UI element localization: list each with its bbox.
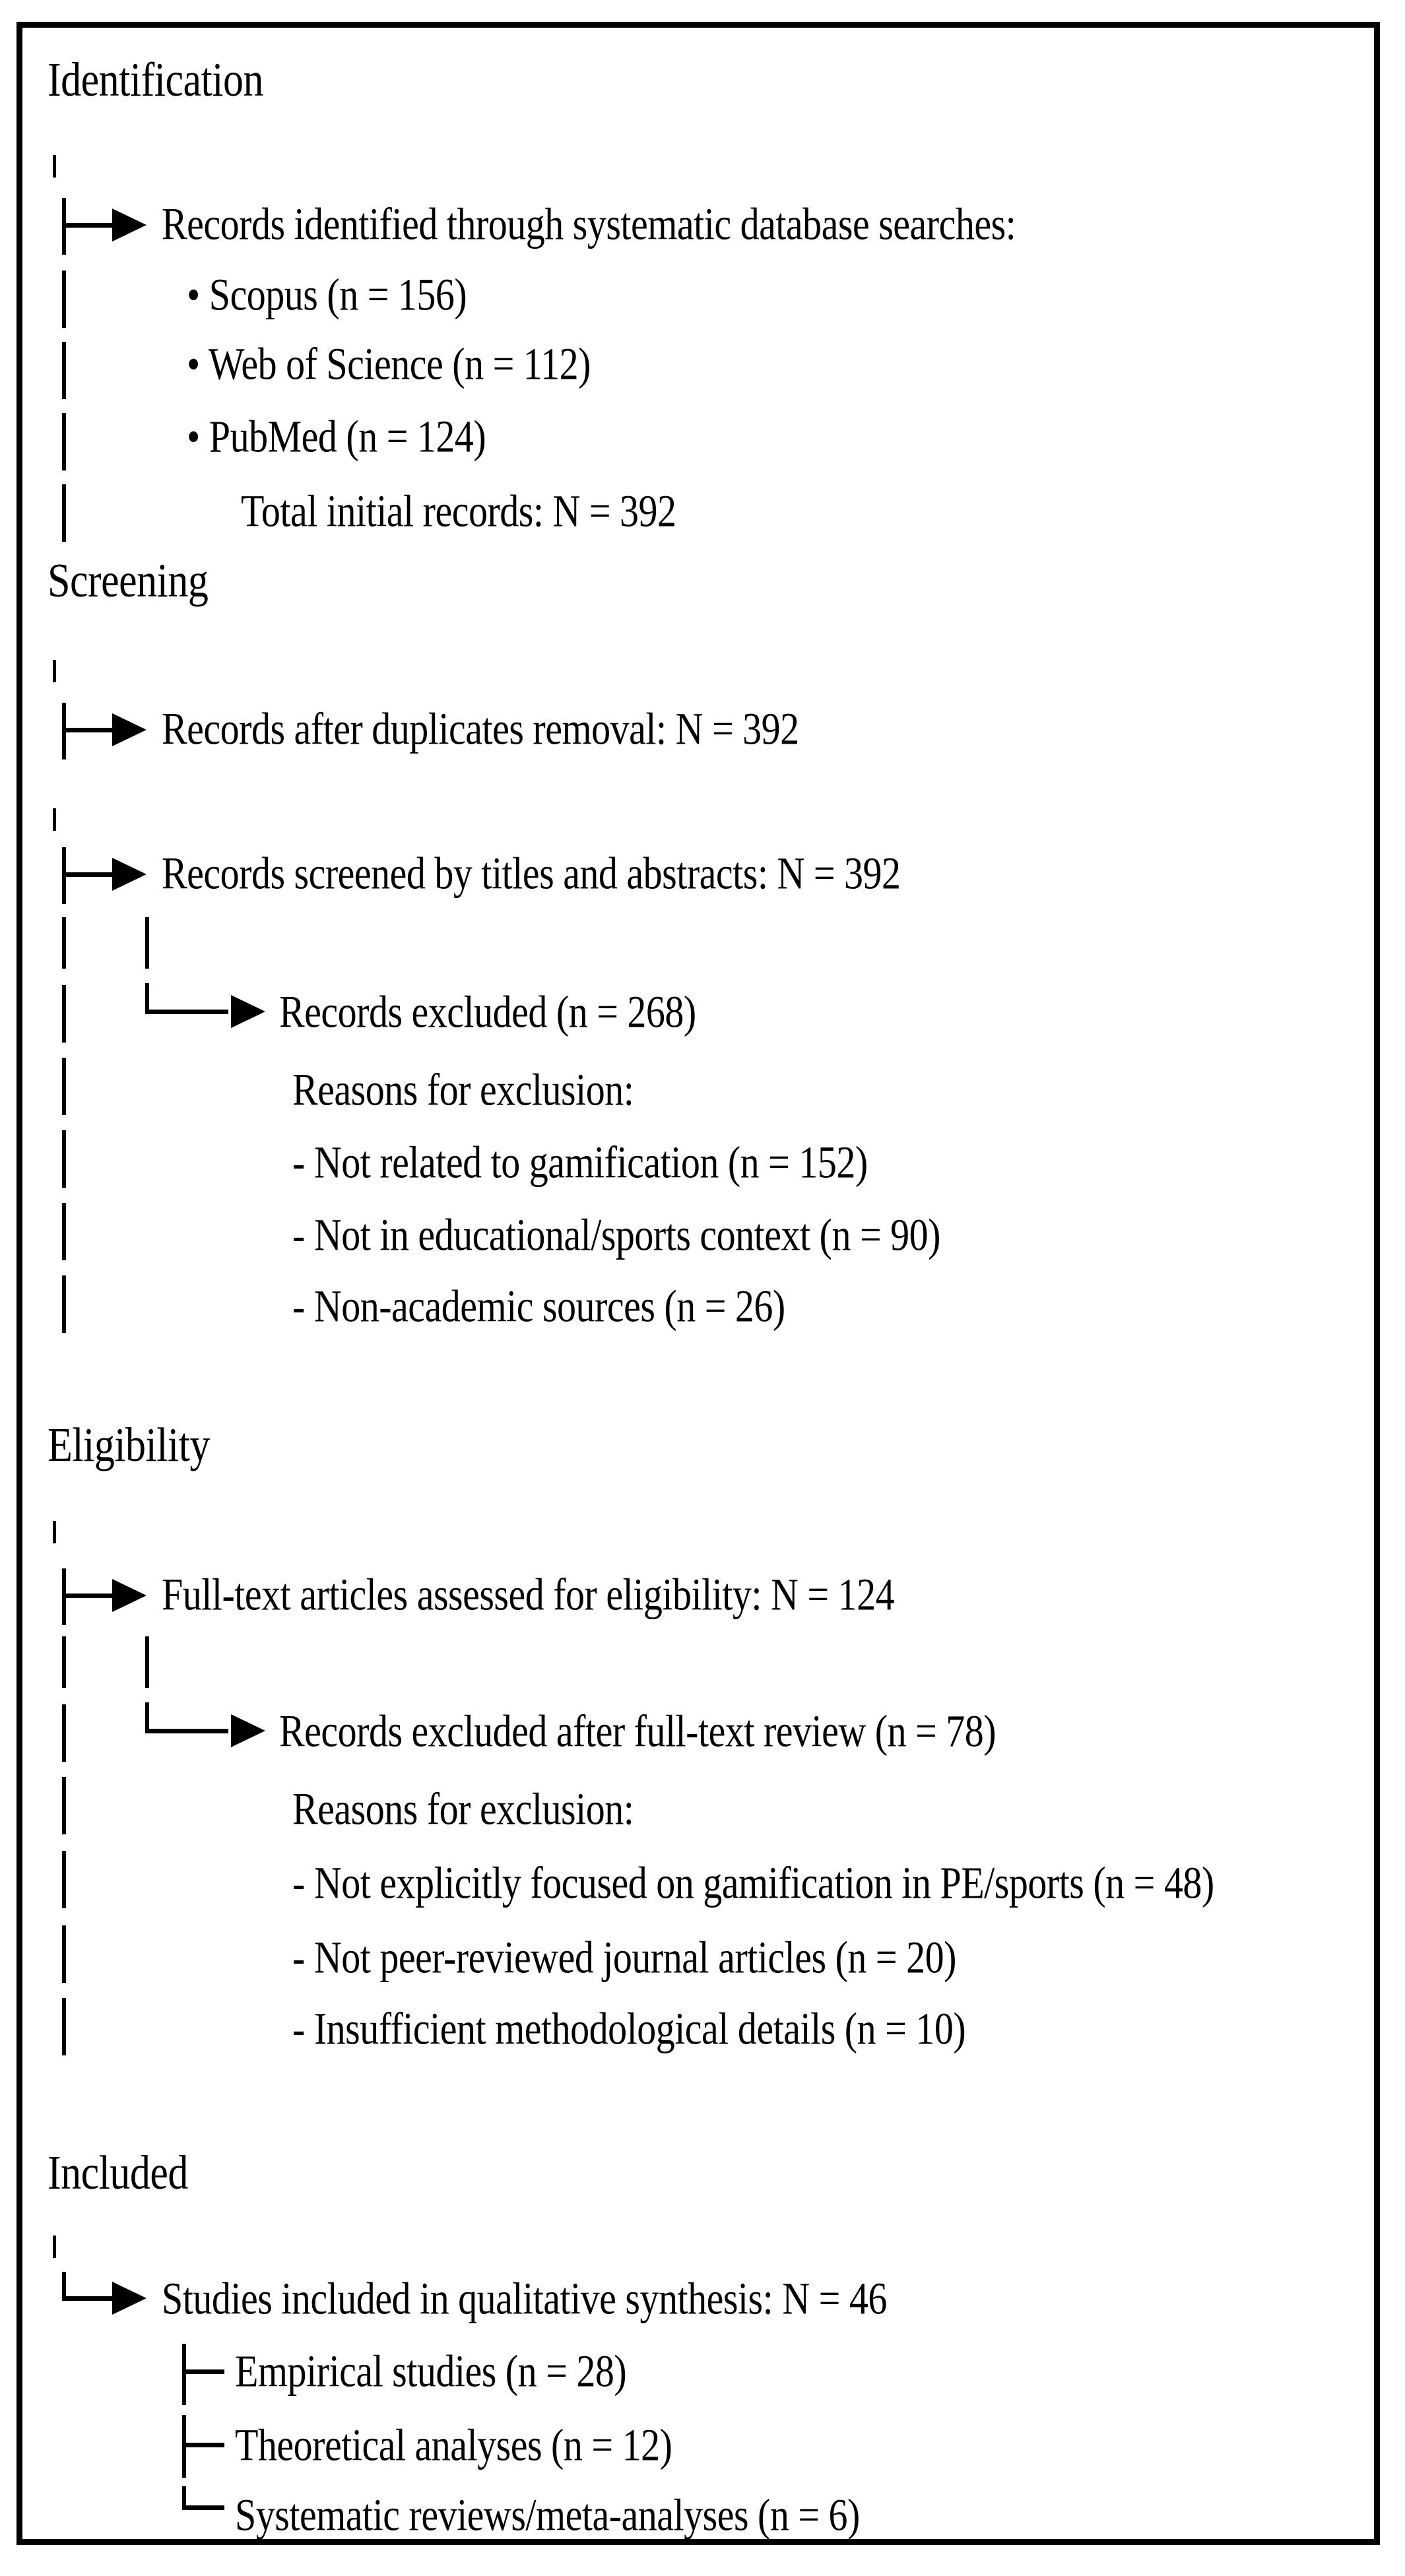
records-screened-label: Records screened by titles and abstracts: N = 392	[162, 848, 901, 899]
tree-spine-segment	[62, 917, 66, 969]
theoretical-analyses-item: Theoretical analyses (n = 12)	[235, 2420, 672, 2470]
tree-branch-arm	[62, 2296, 112, 2301]
source-scopus-item: • Scopus (n = 156)	[187, 269, 467, 320]
empirical-studies-item: Empirical studies (n = 28)	[235, 2346, 627, 2397]
tick-mark	[53, 660, 56, 682]
records-after-duplicates-label: Records after duplicates removal: N = 392	[162, 703, 799, 754]
tree-spine-segment	[62, 1203, 66, 1260]
arrow-right-icon	[112, 2282, 147, 2315]
tree-branch-arm	[62, 872, 112, 877]
records-excluded-label: Records excluded (n = 268)	[279, 986, 696, 1037]
tree-branch-arm	[145, 1010, 228, 1014]
tree-spine-segment	[62, 413, 66, 470]
total-initial-records-label: Total initial records: N = 392	[241, 486, 676, 536]
tree-spine-segment	[145, 1636, 149, 1688]
section-heading-included: Included	[48, 2146, 188, 2200]
tree-branch-arm	[182, 2369, 224, 2374]
arrow-right-icon	[112, 1579, 147, 1612]
tree-spine-segment	[62, 985, 66, 1043]
arrow-right-icon	[112, 858, 147, 891]
tree-spine-segment	[62, 342, 66, 399]
eligibility-reason-item: - Not explicitly focused on gamification in PE/sports (n = 48)	[292, 1857, 1214, 1908]
fulltext-assessed-label: Full-text articles assessed for eligibility: N = 124	[162, 1569, 895, 1620]
tree-spine-segment	[62, 1636, 66, 1688]
eligibility-reasons-label: Reasons for exclusion:	[292, 1784, 634, 1834]
screening-reasons-label: Reasons for exclusion:	[292, 1064, 634, 1115]
tree-spine-segment	[62, 484, 66, 542]
section-heading-eligibility: Eligibility	[48, 1419, 210, 1472]
arrow-right-icon	[231, 1714, 265, 1747]
eligibility-reason-item: - Insufficient methodological details (n = 10)	[292, 2003, 966, 2054]
section-heading-identification: Identification	[48, 53, 263, 107]
studies-included-label: Studies included in qualitative synthesis: N = 46	[162, 2273, 887, 2324]
tree-spine-segment	[62, 1998, 66, 2055]
tree-branch-arm	[182, 2505, 224, 2510]
tick-mark	[53, 2236, 56, 2258]
tree-branch-arm	[62, 223, 112, 228]
tree-branch-arm	[145, 1729, 228, 1733]
tree-branch-arm	[62, 1594, 112, 1598]
tree-spine-segment	[62, 1777, 66, 1834]
screening-reason-item: - Not in educational/sports context (n = 90)	[292, 1209, 940, 1260]
tree-spine-segment	[62, 1704, 66, 1762]
tree-spine-segment	[62, 1130, 66, 1188]
tree-spine-segment	[62, 271, 66, 328]
tick-mark	[53, 1521, 56, 1543]
tree-branch-arm	[62, 728, 112, 732]
screening-reason-item: - Non-academic sources (n = 26)	[292, 1281, 785, 1332]
section-heading-screening: Screening	[48, 554, 209, 608]
tree-spine-segment	[62, 1851, 66, 1908]
records-identified-label: Records identified through systematic database searches:	[162, 199, 1016, 249]
tick-mark	[53, 808, 56, 831]
tree-spine-segment	[62, 1925, 66, 1983]
eligibility-reason-item: - Not peer-reviewed journal articles (n = 20)	[292, 1932, 956, 1983]
tree-spine-segment	[62, 1275, 66, 1333]
arrow-right-icon	[112, 209, 147, 242]
screening-reason-item: - Not related to gamification (n = 152)	[292, 1137, 868, 1188]
fulltext-excluded-label: Records excluded after full-text review (n = 78)	[279, 1706, 997, 1756]
tree-spine-segment	[62, 1058, 66, 1115]
tick-mark	[53, 155, 56, 177]
tree-spine-segment	[145, 917, 149, 969]
systematic-reviews-item: Systematic reviews/meta-analyses (n = 6)	[235, 2490, 860, 2540]
arrow-right-icon	[231, 995, 265, 1028]
tree-branch-arm	[182, 2443, 224, 2447]
tree-branch-line	[182, 2344, 186, 2405]
arrow-right-icon	[112, 713, 147, 746]
source-web-of-science-item: • Web of Science (n = 112)	[187, 338, 591, 389]
source-pubmed-item: • PubMed (n = 124)	[187, 411, 486, 462]
